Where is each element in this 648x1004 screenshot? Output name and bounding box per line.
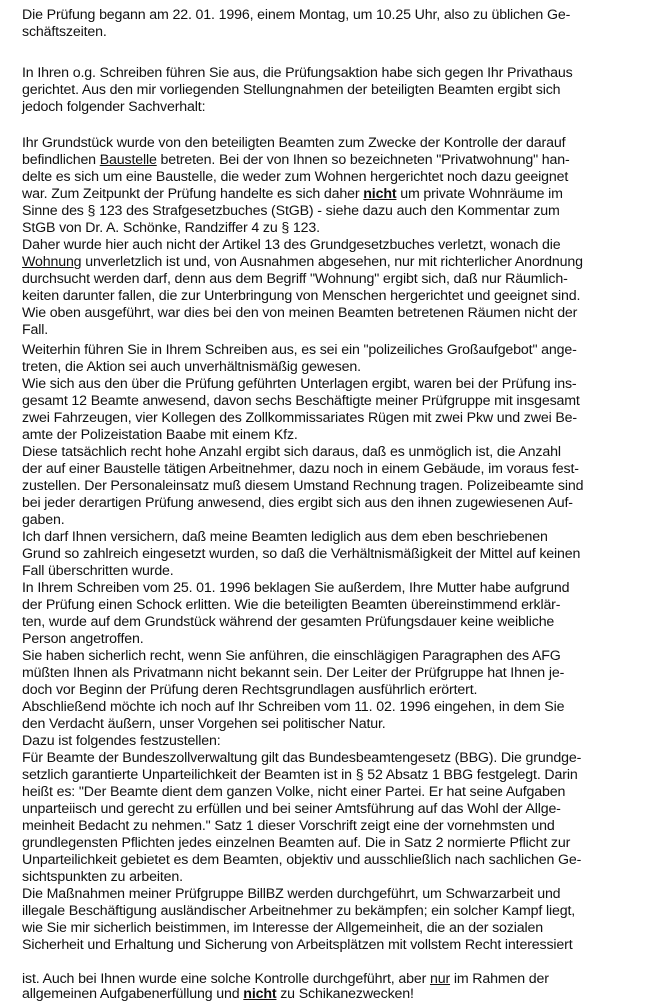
text-line: gerichtet. Aus den mir vorliegenden Stellungnahmen der beteiligten Beamten ergibt sich [22, 82, 561, 98]
text-run: zu Schikanezwecken! [276, 986, 414, 1002]
emphasis-nur: nur [429, 971, 451, 987]
text-line: durchsucht werden darf, denn aus dem Begriff "Wohnung" ergibt sich, daß nur Räumlich- [22, 271, 568, 287]
text-line: Sicherheit und Erhaltung und Sicherung von Arbeitsplätzen mit vollstem Recht interessiert [22, 937, 573, 953]
text-line: illegale Beschäftigung ausländischer Arbeitnehmer zu bekämpfen; ein solcher Kampf liegt, [22, 903, 576, 919]
text-run: war. Zum Zeitpunkt der Prüfung handelte es sich daher [22, 186, 364, 202]
text-line: zwei Fahrzeugen, vier Kollegen des Zollkommissariates Rügen mit zwei Pkw und zwei Be- [22, 410, 577, 426]
text-line: setzlich garantierte Unparteilichkeit der Beamten ist in § 52 Absatz 1 BBG festgelegt. Darin [22, 767, 578, 783]
text-run: unverletzlich ist und, von Ausnahmen abgesehen, nur mit richterlicher Anordnung [81, 254, 583, 270]
text-line: Ihr Grundstück wurde von den beteiligten Beamten zum Zwecke der Kontrolle der darauf [22, 135, 566, 151]
text-line: amte der Polizeistation Baabe mit einem Kfz. [22, 427, 298, 443]
text-line: Dazu ist folgendes festzustellen: [22, 733, 221, 749]
text-line [22, 152, 570, 169]
text-line: Die Maßnahmen meiner Prüfgruppe BillBZ werden durchgeführt, um Schwarzarbeit und [22, 886, 561, 902]
text-line: Daher wurde hier auch nicht der Artikel 13 des Grundgesetzbuches verletzt, wonach die [22, 237, 561, 253]
text-line: Die Prüfung begann am 22. 01. 1996, einem Montag, um 10.25 Uhr, also zu üblichen Ge- [22, 7, 571, 23]
text-line: Wie oben ausgeführt, war dies bei den von meinen Beamten betretenen Räumen nicht der [22, 305, 578, 321]
text-line: doch vor Beginn der Prüfung deren Rechtsgrundlagen ausführlich erörtert. [22, 682, 478, 698]
text-line: ten, wurde auf dem Grundstück während der gesamten Prüfungsdauer keine weibliche [22, 614, 555, 630]
text-line: unparteiisch und gerecht zu erfüllen und bei seiner Amtsführung auf das Wohl der Allge- [22, 801, 561, 817]
text-line: sichtspunkten zu arbeiten. [22, 869, 183, 885]
text-line: den Verdacht äußern, unser Vorgehen sei politischer Natur. [22, 716, 386, 732]
text-line: der Prüfung einen Schock erlitten. Wie die beteiligten Beamten übereinstimmend erklär- [22, 597, 561, 613]
text-line: In Ihrem Schreiben vom 25. 01. 1996 beklagen Sie außerdem, Ihre Mutter habe aufgrund [22, 580, 570, 596]
text-line: schäftszeiten. [22, 24, 107, 40]
text-line: In Ihren o.g. Schreiben führen Sie aus, die Prüfungsaktion habe sich gegen Ihr Privathaus [22, 65, 573, 81]
text-line: Diese tatsächlich recht hohe Anzahl ergibt sich daraus, daß es unmöglich ist, die Anzahl [22, 444, 561, 460]
emphasis-wohnung: Wohnung [22, 254, 82, 270]
text-line: Abschließend möchte ich noch auf Ihr Schreiben vom 11. 02. 1996 eingehen, in dem Sie [22, 699, 565, 715]
text-line [22, 186, 563, 203]
text-run: befindlichen [22, 152, 100, 168]
text-run: um private Wohnräume im [396, 186, 563, 202]
text-line: Ich darf Ihnen versichern, daß meine Beamten lediglich aus dem eben beschriebenen [22, 529, 548, 545]
text-run: betreten. Bei der von Ihnen so bezeichneten "Privatwohnung" han- [156, 152, 570, 168]
emphasis-baustelle: Baustelle [99, 152, 157, 168]
text-line: Für Beamte der Bundeszollverwaltung gilt das Bundesbeamtengesetz (BBG). Die grundge- [22, 750, 582, 766]
text-line: bei jeder derartigen Prüfung anwesend, dies ergibt sich aus den ihnen zugewiesenen Auf- [22, 495, 573, 511]
text-line: heißt es: "Der Beamte dient dem ganzen Volke, nicht einer Partei. Er hat seine Aufgaben [22, 784, 566, 800]
text-run: ist. Auch bei Ihnen wurde eine solche Kontrolle durchgeführt, aber [22, 971, 430, 987]
text-line [22, 254, 583, 271]
text-line: Unparteilichkeit gebietet es dem Beamten, objektiv und ausschließlich nach sachlichen Ge- [22, 852, 582, 868]
text-line: Sinne des § 123 des Strafgesetzbuches (StGB) - siehe dazu auch den Kommentar zum [22, 203, 560, 219]
text-line: jedoch folgender Sachverhalt: [22, 99, 206, 115]
text-line: Sie haben sicherlich recht, wenn Sie anführen, die einschlägigen Paragraphen des AFG [22, 648, 561, 664]
text-run: im Rahmen der [450, 971, 549, 987]
text-line: Person angetroffen. [22, 631, 144, 647]
text-line: StGB von Dr. A. Schönke, Randziffer 4 zu § 123. [22, 220, 320, 236]
text-line: Fall überschritten wurde. [22, 563, 174, 579]
text-line: zustellen. Der Personaleinsatz muß diesem Umstand Rechnung tragen. Polizeibeamte sind [22, 478, 584, 494]
emphasis-nicht-2: nicht [243, 986, 277, 1002]
text-line: gesamt 12 Beamte anwesend, davon sechs Beschäftigte meiner Prüfgruppe mit insgesamt [22, 393, 580, 409]
text-line: Weiterhin führen Sie in Ihrem Schreiben aus, es sei ein "polizeiliches Großaufgebot" ange- [22, 342, 577, 358]
text-line: gaben. [22, 512, 65, 528]
text-line [22, 986, 414, 1003]
text-run: allgemeinen Aufgabenerfüllung und [22, 986, 244, 1002]
text-line: keiten darunter fallen, die zur Unterbringung von Menschen hergerichtet und geeignet sind. [22, 288, 581, 304]
text-line: wie Sie mir sicherlich beistimmen, im Interesse der Allgemeinheit, die an der sozialen [22, 920, 543, 936]
text-line: Wie sich aus den über die Prüfung geführten Unterlagen ergibt, waren bei der Prüfung ins- [22, 376, 577, 392]
text-line: Fall. [22, 322, 49, 338]
text-line: müßten Ihnen als Privatmann nicht bekannt sein. Der Leiter der Prüfgruppe hat Ihnen je- [22, 665, 565, 681]
text-line: der auf einer Baustelle tätigen Arbeitnehmer, dazu noch in einem Gebäude, im voraus fest- [22, 461, 579, 477]
emphasis-nicht: nicht [363, 186, 397, 202]
text-line: grundlegensten Pflichten jedes einzelnen Beamten auf. Die in Satz 2 normierte Pflicht zur [22, 835, 571, 851]
text-line: delte es sich um eine Baustelle, die weder zum Wohnen hergerichtet noch dazu geeignet [22, 169, 569, 185]
text-line: meinheit Bedacht zu nehmen." Satz 1 dieser Vorschrift zeigt eine der vornehmsten und [22, 818, 555, 834]
text-line: treten, die Aktion sei auch unverhältnismäßig gewesen. [22, 359, 361, 375]
text-line: Grund so zahlreich eingesetzt wurden, so daß die Verhältnismäßigkeit der Mittel auf keinen [22, 546, 581, 562]
